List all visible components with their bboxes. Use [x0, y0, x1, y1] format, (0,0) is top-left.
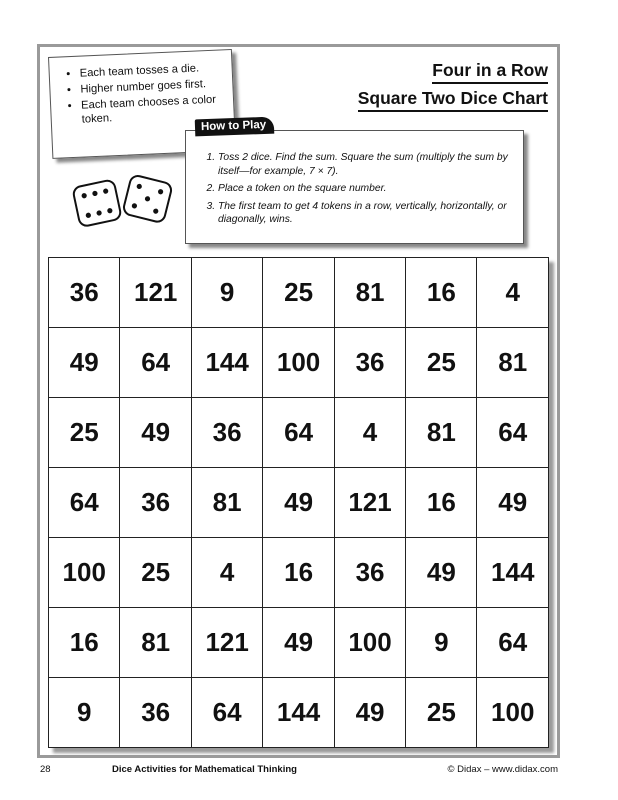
rule-item: • Each team chooses a color token. — [81, 92, 234, 127]
board-cell[interactable]: 16 — [263, 538, 334, 608]
board-cell[interactable]: 49 — [477, 468, 549, 538]
board-cell[interactable]: 121 — [334, 468, 405, 538]
board-cell[interactable]: 36 — [334, 538, 405, 608]
board-cell[interactable]: 25 — [120, 538, 191, 608]
board-cell[interactable]: 25 — [49, 398, 120, 468]
board-cell[interactable]: 49 — [263, 608, 334, 678]
board-cell[interactable]: 9 — [406, 608, 477, 678]
board-cell[interactable]: 25 — [263, 258, 334, 328]
step-item: 3. The first team to get 4 tokens in a row, vertically, horizontally, or diagonally, wins. — [218, 200, 509, 227]
board-cell[interactable]: 64 — [120, 328, 191, 398]
rules-list — [49, 60, 233, 128]
board-row — [49, 678, 549, 748]
die-right-icon — [122, 174, 172, 223]
board-row — [49, 328, 549, 398]
board-cell[interactable]: 4 — [334, 398, 405, 468]
board-cell[interactable]: 121 — [191, 608, 262, 678]
board-cell[interactable]: 64 — [477, 398, 549, 468]
board-cell[interactable]: 144 — [477, 538, 549, 608]
board-row — [49, 608, 549, 678]
board-cell[interactable]: 64 — [191, 678, 262, 748]
board-cell[interactable]: 36 — [49, 258, 120, 328]
rule-item: • Higher number goes first. — [80, 76, 232, 97]
page-number: 28 — [40, 764, 51, 775]
board-cell[interactable]: 81 — [120, 608, 191, 678]
board-cell[interactable]: 36 — [191, 398, 262, 468]
game-board — [48, 257, 549, 748]
page-subtitle: Square Two Dice Chart — [358, 88, 548, 112]
die-left-icon — [72, 179, 121, 227]
how-to-play-steps — [186, 151, 509, 227]
board-cell[interactable]: 144 — [263, 678, 334, 748]
board-cell[interactable]: 49 — [49, 328, 120, 398]
book-title: Dice Activities for Mathematical Thinking — [112, 764, 297, 775]
board-cell[interactable]: 36 — [120, 468, 191, 538]
step-item: 2. Place a token on the square number. — [218, 182, 509, 196]
board-row — [49, 538, 549, 608]
board-cell[interactable]: 81 — [477, 328, 549, 398]
board-cell[interactable]: 4 — [191, 538, 262, 608]
board-cell[interactable]: 49 — [263, 468, 334, 538]
publisher-credit: © Didax – www.didax.com — [447, 764, 558, 775]
board-cell[interactable]: 144 — [191, 328, 262, 398]
rule-item: • Each team tosses a die. — [79, 60, 231, 81]
board-cell[interactable]: 49 — [406, 538, 477, 608]
board-cell[interactable]: 81 — [334, 258, 405, 328]
board-cell[interactable]: 100 — [477, 678, 549, 748]
board-cell[interactable]: 25 — [406, 328, 477, 398]
board-cell[interactable]: 100 — [334, 608, 405, 678]
board-cell[interactable]: 100 — [49, 538, 120, 608]
board-cell[interactable]: 121 — [120, 258, 191, 328]
board-cell[interactable]: 100 — [263, 328, 334, 398]
board-cell[interactable]: 81 — [191, 468, 262, 538]
board-row — [49, 258, 549, 328]
board-cell[interactable]: 9 — [49, 678, 120, 748]
how-to-play-tab: How to Play — [195, 117, 275, 137]
board-cell[interactable]: 16 — [49, 608, 120, 678]
board-row — [49, 398, 549, 468]
board-cell[interactable]: 36 — [334, 328, 405, 398]
board-cell[interactable]: 64 — [263, 398, 334, 468]
board-cell[interactable]: 49 — [334, 678, 405, 748]
step-item: 1. Toss 2 dice. Find the sum. Square the sum (multiply the sum by itself—for example, 7 × 7). — [218, 151, 509, 178]
two-dice-icon — [68, 173, 180, 229]
board-cell[interactable]: 16 — [406, 258, 477, 328]
board-cell[interactable]: 16 — [406, 468, 477, 538]
board-cell[interactable]: 36 — [120, 678, 191, 748]
board-cell[interactable]: 9 — [191, 258, 262, 328]
page-title: Four in a Row — [432, 60, 548, 84]
board-cell[interactable]: 64 — [49, 468, 120, 538]
board-cell[interactable]: 25 — [406, 678, 477, 748]
board-cell[interactable]: 81 — [406, 398, 477, 468]
board-cell[interactable]: 4 — [477, 258, 549, 328]
board-cell[interactable]: 64 — [477, 608, 549, 678]
board-row — [49, 468, 549, 538]
board-cell[interactable]: 49 — [120, 398, 191, 468]
how-to-play-card — [185, 130, 524, 244]
